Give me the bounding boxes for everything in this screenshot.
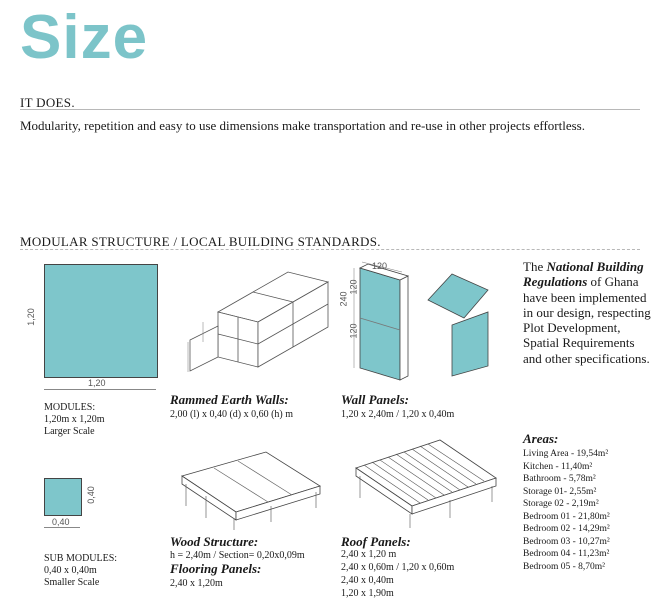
wood-structure-heading: Wood Structure: — [170, 534, 259, 549]
modules-label: MODULES: — [44, 402, 96, 413]
section-heading-it-does: IT DOES. — [20, 95, 75, 110]
module-dim-side: 1,20 — [25, 308, 36, 326]
areas-title: Areas: — [523, 431, 559, 446]
wall-panel-dim-top: 120 — [372, 261, 388, 271]
regulations-rest: of Ghana have been implemented in our design, respecting Plot Development, Spatial Requirements and other specifications. — [523, 274, 651, 366]
rammed-earth-spec: 2,00 (l) x 0,40 (d) x 0,60 (h) m — [170, 409, 294, 420]
list-item: Storage 02 - 2,19m² — [523, 499, 599, 509]
list-item: Bathroom - 5,78m² — [523, 474, 596, 484]
sub-module-dim-line — [44, 527, 80, 528]
section-heading-modular: MODULAR STRUCTURE / LOCAL BUILDING STANDARDS. — [20, 234, 381, 249]
sub-modules-label: SUB MODULES: — [44, 553, 118, 564]
regulations-name: National Building Regulations — [523, 259, 644, 290]
roof-panels-spec-2: 2,40 x 0,60m / 1,20 x 0,60m — [341, 562, 455, 573]
intro-text: Modularity, repetition and easy to use dimensions make transportation and re-use in other projects effortless. — [20, 118, 585, 133]
sub-modules-size: 0,40 x 0,40m — [44, 565, 97, 576]
divider — [20, 109, 640, 110]
roof-panels-heading: Roof Panels: — [341, 534, 411, 549]
sub-modules-scale: Smaller Scale — [44, 577, 100, 588]
roof-panels-spec-1: 2,40 x 1,20 m — [341, 549, 397, 560]
rammed-earth-heading: Rammed Earth Walls: — [170, 392, 289, 407]
sub-module-square — [44, 478, 82, 516]
modules-scale: Larger Scale — [44, 426, 95, 437]
modules-size: 1,20m x 1,20m — [44, 414, 105, 425]
wall-panels-heading: Wall Panels: — [341, 392, 410, 407]
wall-panel-dim-left-3: 120 — [348, 323, 359, 339]
rammed-earth-wall-drawing — [178, 262, 338, 386]
list-item: Bedroom 05 - 8,70m² — [523, 561, 606, 572]
module-square — [44, 264, 158, 378]
page-title: Size — [20, 3, 149, 72]
flooring-panels-heading: Flooring Panels: — [170, 561, 262, 576]
wall-panel-dim-left-2: 120 — [348, 279, 359, 295]
wood-structure-drawing — [176, 446, 326, 530]
list-item: Bedroom 01 - 21,80m² — [523, 511, 610, 522]
list-item: Bedroom 03 - 10,27m² — [523, 536, 610, 547]
wall-panels-drawing — [340, 260, 515, 384]
roof-panels-drawing — [350, 432, 500, 528]
divider-dashed — [20, 249, 640, 250]
wall-panel-dim-left-1: 240 — [338, 291, 349, 307]
list-item: Storage 01- 2,55m² — [523, 486, 597, 497]
roof-panels-spec-4: 1,20 x 1,90m — [341, 588, 394, 599]
flooring-panels-spec: 2,40 x 1,20m — [170, 578, 223, 589]
list-item: Bedroom 02 - 14,29m² — [523, 524, 610, 534]
module-dim-bottom: 1,20 — [88, 378, 106, 388]
sub-module-dim-bottom: 0,40 — [52, 517, 70, 527]
list-item: Bedroom 04 - 11,23m² — [523, 549, 610, 559]
wall-panels-spec: 1,20 x 2,40m / 1,20 x 0,40m — [341, 409, 455, 420]
areas-list — [523, 448, 610, 573]
roof-panels-spec-3: 2,40 x 0,40m — [341, 575, 394, 586]
sub-module-dim-side: 0,40 — [85, 486, 96, 504]
list-item: Living Area - 19,54m² — [523, 449, 609, 459]
wood-structure-spec: h = 2,40m / Section= 0,20x0,09m — [170, 550, 305, 561]
module-dim-line — [44, 389, 156, 390]
regulations-the: The — [523, 259, 544, 274]
list-item: Kitchen - 11,40m² — [523, 461, 593, 472]
regulations-text — [523, 259, 655, 366]
